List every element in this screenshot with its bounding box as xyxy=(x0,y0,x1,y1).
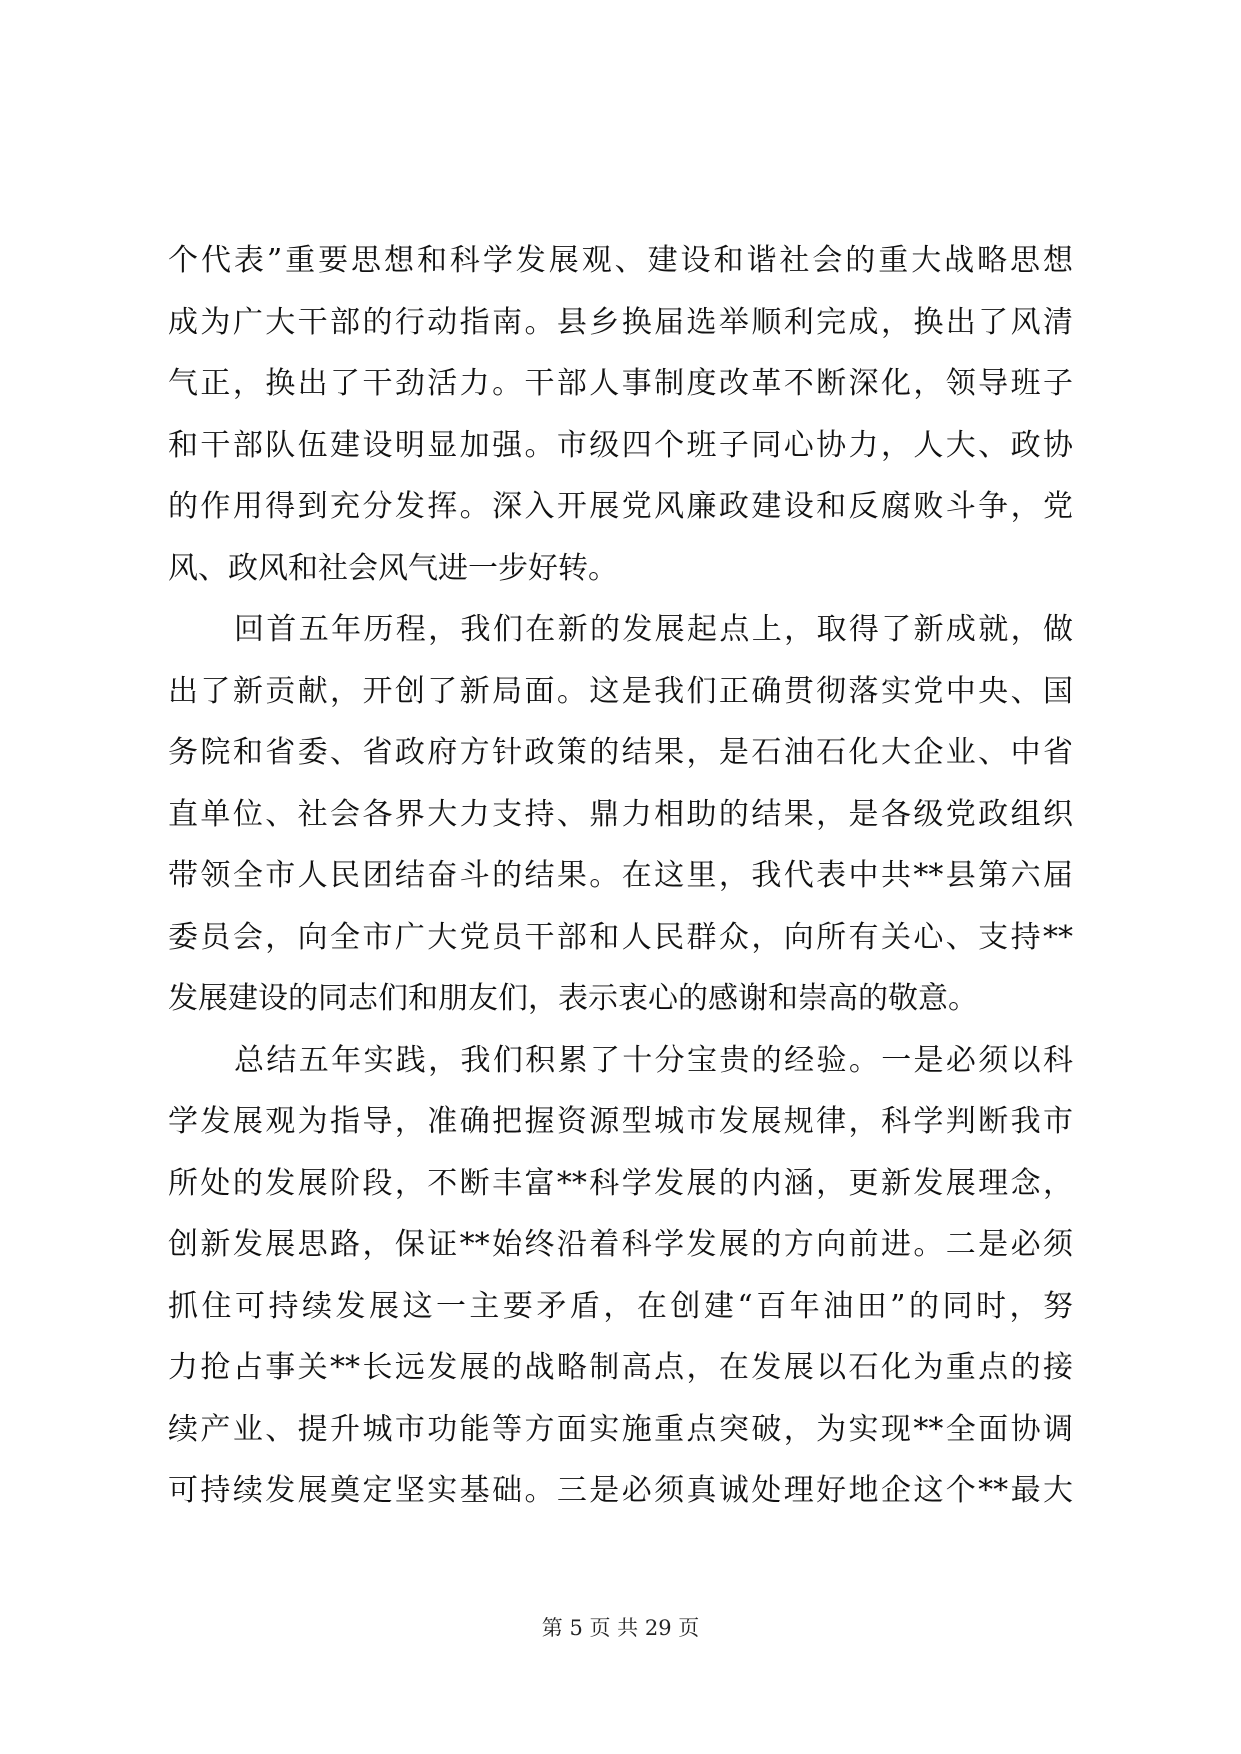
text-line: 委员会，向全市广大党员干部和人民群众，向所有关心、支持** xyxy=(168,919,1073,955)
text-line: 直单位、社会各界大力支持、鼎力相助的结果，是各级党政组织 xyxy=(168,796,1073,832)
body-text xyxy=(168,230,1073,1522)
text-line: 的作用得到充分发挥。深入开展党风廉政建设和反腐败斗争，党 xyxy=(168,489,1073,524)
text-line: 出了新贡献，开创了新局面。这是我们正确贯彻落实党中央、国 xyxy=(168,673,1073,709)
text-line: 个代表”重要思想和科学发展观、建设和谐社会的重大战略思想 xyxy=(168,243,1073,278)
text-line: 总结五年实践，我们积累了十分宝贵的经验。一是必须以科 xyxy=(234,1042,1073,1078)
text-line: 气正，换出了干劲活力。干部人事制度改革不断深化，领导班子 xyxy=(168,366,1073,401)
text-line: 和干部队伍建设明显加强。市级四个班子同心协力，人大、政协 xyxy=(168,427,1073,463)
text-line: 带领全市人民团结奋斗的结果。在这里，我代表中共**县第六届 xyxy=(168,858,1073,893)
text-line: 发展建设的同志们和朋友们，表示衷心的感谢和崇高的敬意。 xyxy=(168,981,978,1016)
text-line: 创新发展思路，保证**始终沿着科学发展的方向前进。二是必须 xyxy=(168,1227,1073,1262)
text-line: 抓住可持续发展这一主要矛盾，在创建“百年油田”的同时，努 xyxy=(168,1288,1073,1324)
text-line: 力抢占事关**长远发展的战略制高点，在发展以石化为重点的接 xyxy=(168,1350,1073,1385)
text-line: 所处的发展阶段，不断丰富**科学发展的内涵，更新发展理念， xyxy=(168,1165,1073,1201)
page-number-footer: 第 5 页 共 29 页 xyxy=(541,1616,700,1640)
text-line: 风、政风和社会风气进一步好转。 xyxy=(168,550,618,586)
text-line: 续产业、提升城市功能等方面实施重点突破，为实现**全面协调 xyxy=(168,1411,1073,1447)
text-line: 可持续发展奠定坚实基础。三是必须真诚处理好地企这个**最大 xyxy=(168,1473,1073,1508)
text-line: 成为广大干部的行动指南。县乡换届选举顺利完成，换出了风清 xyxy=(168,304,1073,340)
text-line: 学发展观为指导，准确把握资源型城市发展规律，科学判断我市 xyxy=(168,1104,1073,1139)
text-line: 务院和省委、省政府方针政策的结果，是石油石化大企业、中省 xyxy=(168,735,1073,770)
text-line: 回首五年历程，我们在新的发展起点上，取得了新成就，做 xyxy=(234,612,1073,647)
